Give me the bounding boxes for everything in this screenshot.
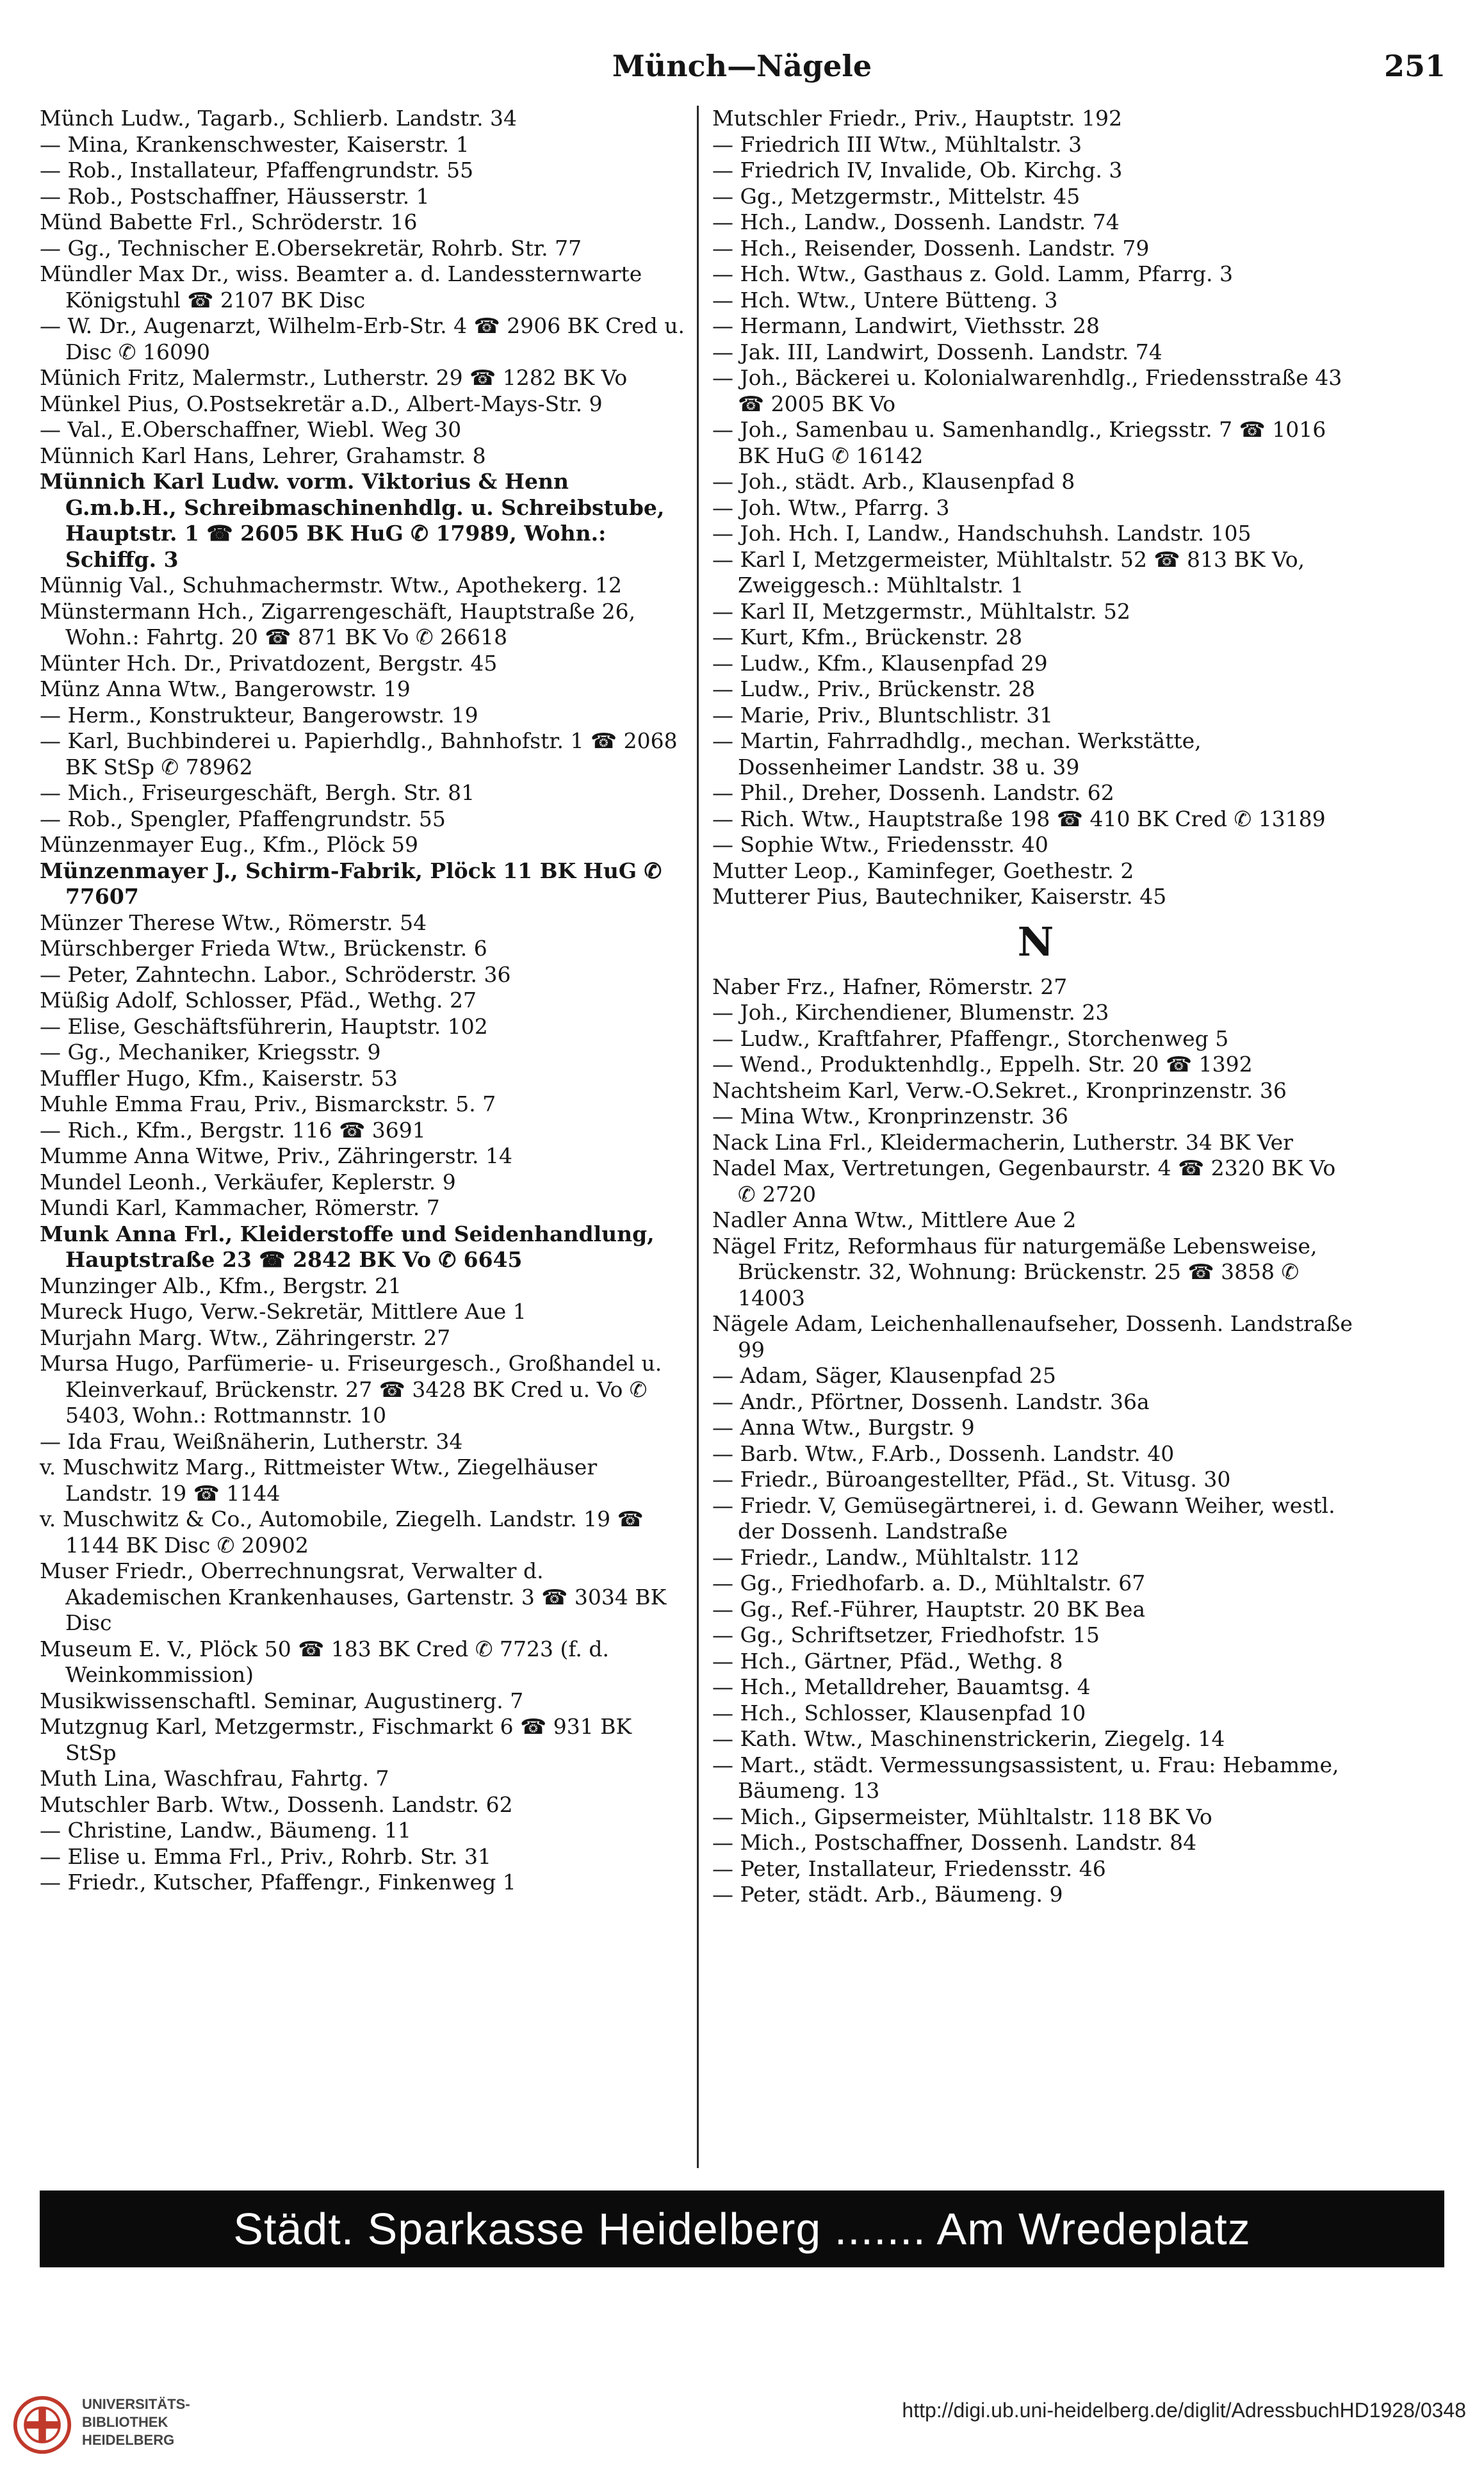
directory-entry: — Anna Wtw., Burgstr. 9 — [712, 1415, 975, 1440]
directory-entry: — Friedr., Landw., Mühltalstr. 112 — [712, 1544, 1080, 1570]
directory-entry: — Peter, Zahntechn. Labor., Schröderstr. 36 — [40, 961, 511, 987]
directory-entry: Münzer Therese Wtw., Römerstr. 54 — [40, 910, 427, 935]
running-title: Münch—Nägele — [612, 49, 872, 83]
directory-entry: — Hch., Metalldreher, Bauamtsg. 4 — [712, 1674, 1091, 1699]
directory-entry: — Andr., Pförtner, Dossenh. Landstr. 36a — [712, 1389, 1150, 1414]
directory-entry: Mutzgnug Karl, Metzgermstr., Fischmarkt 6 ☎ 931 BK StSp — [40, 1714, 632, 1765]
directory-entry: Münzenmayer Eug., Kfm., Plöck 59 — [40, 832, 419, 857]
directory-entry: — Hch., Reisender, Dossenh. Landstr. 79 — [712, 235, 1150, 261]
directory-entry: — Hermann, Landwirt, Viethsstr. 28 — [712, 313, 1100, 338]
directory-entry: — Rich. Wtw., Hauptstraße 198 ☎ 410 BK Cred ✆ 13189 — [712, 806, 1326, 831]
directory-entry: — Val., E.Oberschaffner, Wiebl. Weg 30 — [40, 417, 462, 442]
directory-entry: — Friedrich III Wtw., Mühltalstr. 3 — [712, 131, 1082, 157]
directory-entry: — Ida Frau, Weißnäherin, Lutherstr. 34 — [40, 1428, 463, 1454]
directory-entry: — Christine, Landw., Bäumeng. 11 — [40, 1818, 411, 1843]
column-divider — [697, 106, 699, 2168]
directory-entry: Munzinger Alb., Kfm., Bergstr. 21 — [40, 1273, 402, 1298]
directory-entry: — Gg., Technischer E.Obersekretär, Rohrb. Str. 77 — [40, 235, 582, 261]
directory-entry: Münd Babette Frl., Schröderstr. 16 — [40, 209, 418, 234]
directory-entry: Nachtsheim Karl, Verw.-O.Sekret., Kronprinzenstr. 36 — [712, 1077, 1287, 1103]
directory-entry: — Ludw., Priv., Brückenstr. 28 — [712, 676, 1036, 701]
advertisement-banner: Städt. Sparkasse Heidelberg ....... Am Wredeplatz — [40, 2190, 1444, 2267]
directory-entry: — Phil., Dreher, Dossenh. Landstr. 62 — [712, 780, 1114, 805]
directory-entry: — Adam, Säger, Klausenpfad 25 — [712, 1363, 1056, 1388]
directory-entry: — Joh. Wtw., Pfarrg. 3 — [712, 494, 950, 520]
directory-entry: — Mich., Postschaffner, Dossenh. Landstr. 84 — [712, 1830, 1197, 1855]
directory-entry: Münnich Karl Ludw. vorm. Viktorius & Henn G.m.b.H., Schreibmaschinenhdlg. u. Schreibstube, Hauptstr. 1 ☎ 2605 BK HuG ✆ 17989, Wohn.: Schiffg. 3 — [40, 469, 665, 572]
directory-entry: — Gg., Ref.-Führer, Hauptstr. 20 BK Bea — [712, 1596, 1146, 1622]
directory-entry: Mursa Hugo, Parfümerie- u. Friseurgesch., Großhandel u. Kleinverkauf, Brückenstr. 27 ☎ 3428 BK Cred u. Vo ✆ 5403, Wohn.: Rottmannstr. 10 — [40, 1351, 662, 1428]
directory-entry: Muffler Hugo, Kfm., Kaiserstr. 53 — [40, 1065, 398, 1091]
directory-entry: — Peter, Installateur, Friedensstr. 46 — [712, 1856, 1106, 1881]
directory-entry: Münz Anna Wtw., Bangerowstr. 19 — [40, 676, 411, 701]
logo-line: UNIVERSITÄTS- — [82, 2396, 190, 2412]
directory-entry: Museum E. V., Plöck 50 ☎ 183 BK Cred ✆ 7723 (f. d. Weinkommission) — [40, 1636, 609, 1687]
section-letter: N — [1017, 918, 1054, 965]
directory-entry: — Kurt, Kfm., Brückenstr. 28 — [712, 624, 1023, 649]
directory-entry: — Hch., Gärtner, Pfäd., Wethg. 8 — [712, 1648, 1063, 1674]
directory-entry: Münich Fritz, Malermstr., Lutherstr. 29 ☎ 1282 BK Vo — [40, 365, 628, 390]
directory-entry: — Gg., Mechaniker, Kriegsstr. 9 — [40, 1040, 381, 1065]
directory-entry: Nadel Max, Vertretungen, Gegenbaurstr. 4 ☎ 2320 BK Vo ✆ 2720 — [712, 1155, 1336, 1207]
directory-entry: Muth Lina, Waschfrau, Fahrtg. 7 — [40, 1766, 389, 1791]
directory-entry: Mutterer Pius, Bautechniker, Kaiserstr. 45 — [712, 884, 1167, 909]
directory-entry: — Friedrich IV, Invalide, Ob. Kirchg. 3 — [712, 158, 1123, 183]
directory-entry: — Mina Wtw., Kronprinzenstr. 36 — [712, 1104, 1068, 1129]
directory-entry: — Friedr., Kutscher, Pfaffengr., Finkenweg 1 — [40, 1870, 516, 1895]
directory-entry: — Rob., Spengler, Pfaffengrundstr. 55 — [40, 806, 446, 831]
right-column — [712, 106, 1359, 1908]
directory-entry: Mumme Anna Witwe, Priv., Zähringerstr. 14 — [40, 1143, 512, 1168]
university-seal-icon — [12, 2394, 73, 2456]
directory-entry: Murjahn Marg. Wtw., Zähringerstr. 27 — [40, 1325, 451, 1350]
logo-text — [82, 2395, 190, 2449]
directory-entry: — Gg., Friedhofarb. a. D., Mühltalstr. 67 — [712, 1570, 1146, 1595]
directory-entry: Nadler Anna Wtw., Mittlere Aue 2 — [712, 1207, 1077, 1232]
directory-entry: Nack Lina Frl., Kleidermacherin, Lutherstr. 34 BK Ver — [712, 1129, 1293, 1155]
directory-entry: — Joh., Kirchendiener, Blumenstr. 23 — [712, 1000, 1109, 1025]
directory-entry: — Friedr. V, Gemüsegärtnerei, i. d. Gewann Weiher, westl. der Dossenh. Landstraße — [712, 1492, 1335, 1544]
directory-entry: Naber Frz., Hafner, Römerstr. 27 — [712, 974, 1068, 999]
directory-entry: Mündler Max Dr., wiss. Beamter a. d. Landessternwarte Königstuhl ☎ 2107 BK Disc — [40, 261, 642, 313]
directory-entry: Musikwissenschaftl. Seminar, Augustinerg. 7 — [40, 1688, 524, 1713]
directory-entry: — Karl II, Metzgermstr., Mühltalstr. 52 — [712, 598, 1130, 624]
logo-line: BIBLIOTHEK — [82, 2414, 168, 2430]
page-number: 251 — [1383, 49, 1446, 83]
directory-entry: — Barb. Wtw., F.Arb., Dossenh. Landstr. 40 — [712, 1440, 1175, 1466]
directory-entry: — Peter, städt. Arb., Bäumeng. 9 — [712, 1882, 1063, 1907]
directory-entry: — Hch. Wtw., Gasthaus z. Gold. Lamm, Pfarrg. 3 — [712, 261, 1233, 286]
directory-entry: Mürschberger Frieda Wtw., Brückenstr. 6 — [40, 936, 487, 961]
directory-entry: — Gg., Schriftsetzer, Friedhofstr. 15 — [712, 1622, 1100, 1647]
library-logo[interactable] — [12, 2389, 204, 2460]
directory-entry: — Herm., Konstrukteur, Bangerowstr. 19 — [40, 702, 478, 728]
directory-entry: Münnich Karl Hans, Lehrer, Grahamstr. 8 — [40, 443, 486, 468]
directory-entry: — W. Dr., Augenarzt, Wilhelm-Erb-Str. 4 ☎ 2906 BK Cred u. Disc ✆ 16090 — [40, 313, 685, 364]
directory-entry: — Rich., Kfm., Bergstr. 116 ☎ 3691 — [40, 1117, 426, 1143]
directory-entry: Mutschler Friedr., Priv., Hauptstr. 192 — [712, 106, 1122, 131]
directory-entry: — Joh. Hch. I, Landw., Handschuhsh. Landstr. 105 — [712, 521, 1252, 546]
directory-entry: — Hch., Landw., Dossenh. Landstr. 74 — [712, 209, 1120, 234]
directory-entry: Mutter Leop., Kaminfeger, Goethestr. 2 — [712, 858, 1134, 883]
directory-entry: — Mich., Gipsermeister, Mühltalstr. 118 BK Vo — [712, 1804, 1212, 1829]
directory-entry: — Rob., Installateur, Pfaffengrundstr. 55 — [40, 158, 474, 183]
directory-entry: — Kath. Wtw., Maschinenstrickerin, Ziegelg. 14 — [712, 1726, 1225, 1751]
directory-entry: Nägele Adam, Leichenhallenaufseher, Dossenh. Landstraße 99 — [712, 1311, 1353, 1362]
page-header — [38, 37, 1446, 95]
directory-entry: Münnig Val., Schuhmachermstr. Wtw., Apothekerg. 12 — [40, 573, 622, 598]
directory-entry: — Gg., Metzgermstr., Mittelstr. 45 — [712, 183, 1080, 209]
directory-entry: — Marie, Priv., Bluntschlistr. 31 — [712, 702, 1054, 728]
directory-entry: — Mart., städt. Vermessungsassistent, u. Frau: Hebamme, Bäumeng. 13 — [712, 1752, 1339, 1803]
directory-entry: — Hch., Schlosser, Klausenpfad 10 — [712, 1700, 1086, 1725]
directory-entry: Mureck Hugo, Verw.-Sekretär, Mittlere Aue 1 — [40, 1299, 526, 1324]
directory-entry: — Wend., Produktenhdlg., Eppelh. Str. 20 ☎ 1392 — [712, 1052, 1253, 1077]
directory-entry: Münter Hch. Dr., Privatdozent, Bergstr. 45 — [40, 650, 498, 676]
directory-entry: Münstermann Hch., Zigarrengeschäft, Hauptstraße 26, Wohn.: Fahrtg. 20 ☎ 871 BK Vo ✆ 26618 — [40, 598, 636, 649]
directory-entry: v. Muschwitz & Co., Automobile, Ziegelh. Landstr. 19 ☎ 1144 BK Disc ✆ 20902 — [40, 1506, 644, 1558]
directory-entry: — Joh., Samenbau u. Samenhandlg., Kriegsstr. 7 ☎ 1016 BK HuG ✆ 16142 — [712, 417, 1326, 468]
viewer-footer — [0, 2293, 1484, 2480]
directory-entry: — Elise, Geschäftsführerin, Hauptstr. 102 — [40, 1013, 488, 1039]
directory-entry: Mutschler Barb. Wtw., Dossenh. Landstr. 62 — [40, 1791, 513, 1817]
directory-entry: — Mich., Friseurgeschäft, Bergh. Str. 81 — [40, 780, 475, 805]
directory-entry: — Mina, Krankenschwester, Kaiserstr. 1 — [40, 131, 469, 157]
directory-entry: Müßig Adolf, Schlosser, Pfäd., Wethg. 27 — [40, 988, 477, 1013]
directory-entry: — Hch. Wtw., Untere Bütteng. 3 — [712, 287, 1058, 313]
left-column — [40, 106, 687, 1896]
directory-entry: Mundel Leonh., Verkäufer, Keplerstr. 9 — [40, 1169, 456, 1195]
source-url-link[interactable]: http://digi.ub.uni-heidelberg.de/diglit/AdressbuchHD1928/0348 — [902, 2399, 1466, 2422]
directory-entry: — Karl I, Metzgermeister, Mühltalstr. 52 ☎ 813 BK Vo, Zweiggesch.: Mühltalstr. 1 — [712, 546, 1305, 598]
directory-entry: Mundi Karl, Kammacher, Römerstr. 7 — [40, 1195, 440, 1220]
directory-entry: — Ludw., Kraftfahrer, Pfaffengr., Storchenweg 5 — [712, 1025, 1229, 1051]
directory-entry: Münkel Pius, O.Postsekretär a.D., Albert-Mays-Str. 9 — [40, 391, 603, 416]
directory-entry: Muhle Emma Frau, Priv., Bismarckstr. 5. 7 — [40, 1091, 496, 1116]
logo-line: HEIDELBERG — [82, 2432, 175, 2448]
directory-entry: — Elise u. Emma Frl., Priv., Rohrb. Str. 31 — [40, 1843, 491, 1869]
directory-entry: — Joh., Bäckerei u. Kolonialwarenhdlg., Friedensstraße 43 ☎ 2005 BK Vo — [712, 365, 1342, 416]
directory-entry: — Jak. III, Landwirt, Dossenh. Landstr. 74 — [712, 339, 1162, 364]
directory-entry: — Joh., städt. Arb., Klausenpfad 8 — [712, 469, 1075, 494]
directory-entry: — Martin, Fahrradhdlg., mechan. Werkstätte, Dossenheimer Landstr. 38 u. 39 — [712, 728, 1202, 779]
directory-entry: Münch Ludw., Tagarb., Schlierb. Landstr. 34 — [40, 106, 518, 131]
directory-entry: — Sophie Wtw., Friedensstr. 40 — [712, 832, 1048, 857]
directory-entry: — Friedr., Büroangestellter, Pfäd., St. Vitusg. 30 — [712, 1467, 1231, 1492]
directory-entry: v. Muschwitz Marg., Rittmeister Wtw., Ziegelhäuser Landstr. 19 ☎ 1144 — [40, 1455, 598, 1506]
directory-entry: Munk Anna Frl., Kleiderstoffe und Seidenhandlung, Hauptstraße 23 ☎ 2842 BK Vo ✆ 6645 — [40, 1221, 655, 1272]
directory-entry: Muser Friedr., Oberrechnungsrat, Verwalter d. Akademischen Krankenhauses, Gartenstr. 3 ☎ 3034 BK Disc — [40, 1558, 667, 1635]
directory-entry: Nägel Fritz, Reformhaus für naturgemäße Lebensweise, Brückenstr. 32, Wohnung: Brückenstr. 25 ☎ 3858 ✆ 14003 — [712, 1233, 1317, 1310]
directory-entry: — Ludw., Kfm., Klausenpfad 29 — [712, 650, 1048, 676]
directory-entry: — Karl, Buchbinderei u. Papierhdlg., Bahnhofstr. 1 ☎ 2068 BK StSp ✆ 78962 — [40, 728, 678, 779]
directory-entry: Münzenmayer J., Schirm-Fabrik, Plöck 11 BK HuG ✆ 77607 — [40, 858, 662, 909]
directory-entry: — Rob., Postschaffner, Häusserstr. 1 — [40, 183, 430, 209]
